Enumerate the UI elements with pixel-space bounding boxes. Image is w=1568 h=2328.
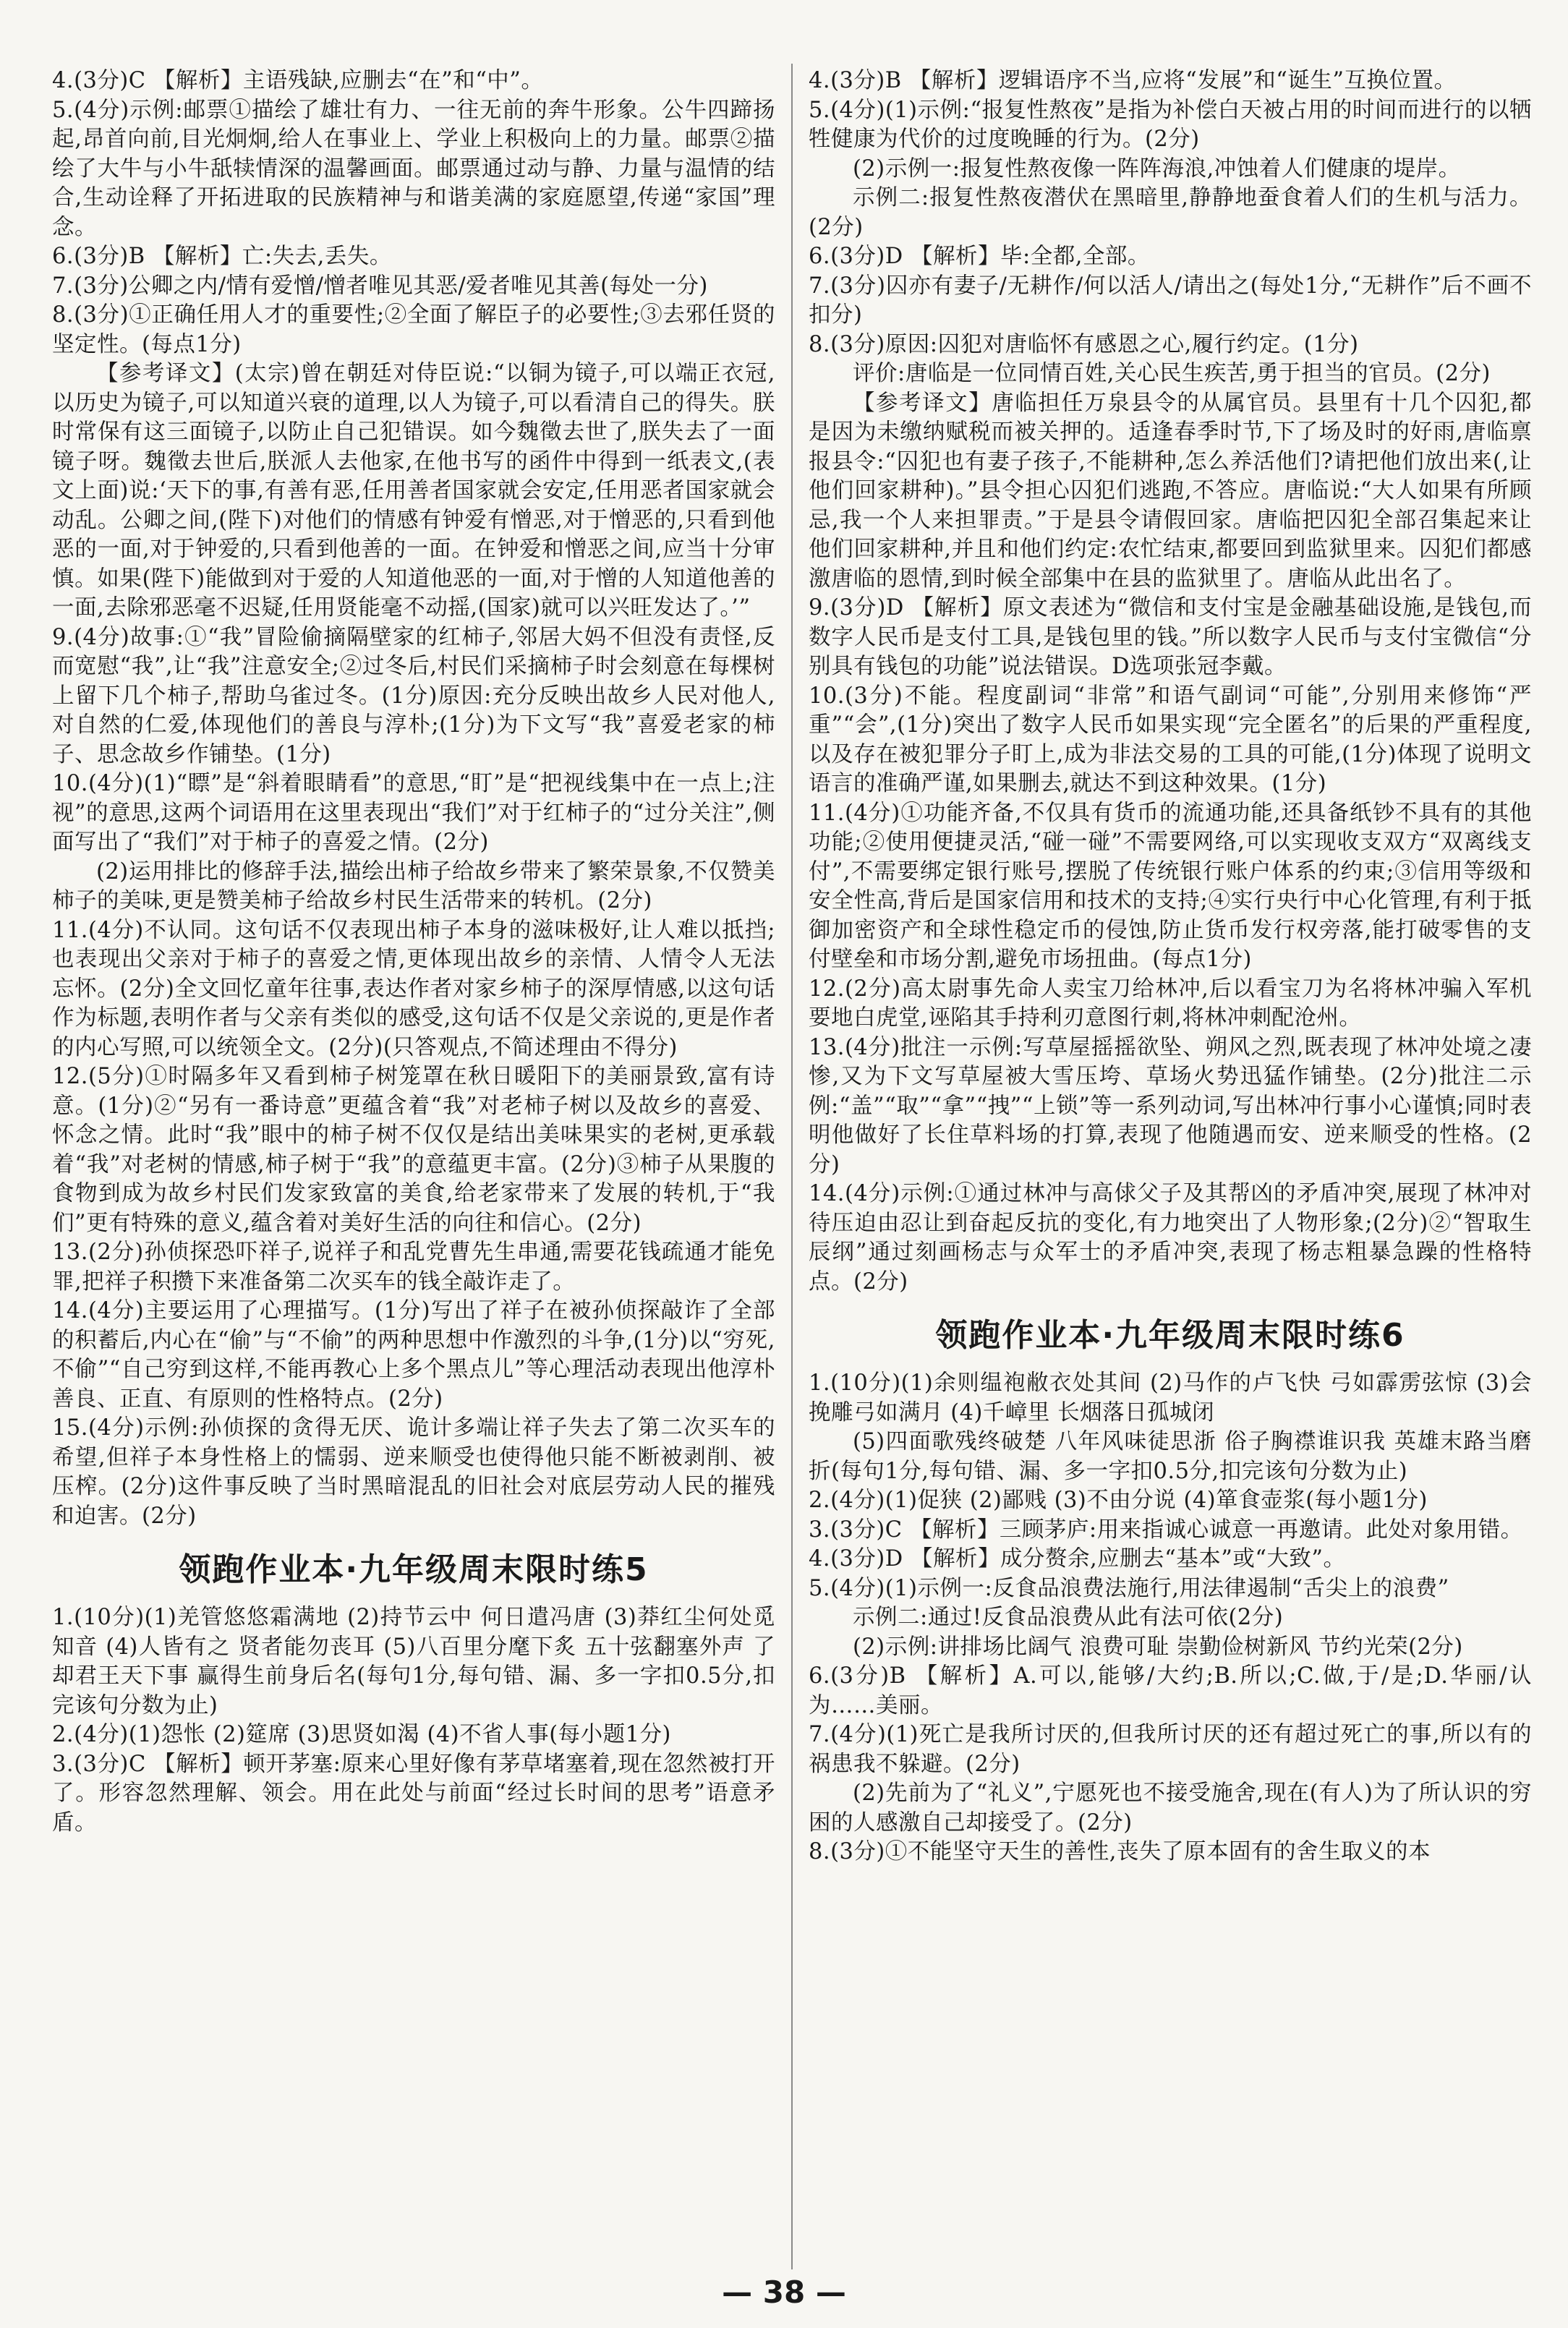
answer-paragraph: 7.(3分)公卿之内/情有爱憎/憎者唯见其恶/爱者唯见其善(每处一分): [52, 273, 708, 299]
answer-paragraph: 3.(3分)C 【解析】顿开茅塞:原来心里好像有茅草堵塞着,现在忽然被打开了。形容忽然理解、领会。用在此处与前面“经过长时间的思考”语意矛盾。: [52, 1751, 775, 1835]
answer-paragraph: 14.(4分)主要运用了心理描写。(1分)写出了祥子在被孙侦探敲诈了全部的积蓄后,内心在“偷”与“不偷”的两种思想中作激烈的斗争,(1分)以“穷死,不偷”“自己穷到这样,不能再教心上多个黑点儿”等心理活动表现出他淳朴善良、正直、有原则的性格特点。(2分): [52, 1298, 775, 1412]
page-number: — 38 —: [722, 2274, 846, 2310]
answer-paragraph: 6.(3分)B 【解析】A.可以,能够/大约;B.所以;C.做,于/是;D.华丽/认为……美丽。: [809, 1663, 1532, 1718]
section-heading: 领跑作业本·九年级周末限时练5: [179, 1551, 649, 1588]
answer-paragraph: (5)四面歌残终破楚 八年风味徒思浙 俗子胸襟谁识我 英雄末路当磨折(每句1分,每句错、漏、多一字扣0.5分,扣完该句分数为止): [809, 1429, 1532, 1484]
answer-paragraph: 10.(4分)(1)“瞟”是“斜着眼睛看”的意思,“盯”是“把视线集中在一点上;注视”的意思,这两个词语用在这里表现出“我们”对于红柿子的“过分关注”,侧面写出了“我们”对于柿子的喜爱之情。(2分): [52, 771, 775, 855]
answer-paragraph: 【参考译文】(太宗)曾在朝廷对侍臣说:“以铜为镜子,可以端正衣冠,以历史为镜子,可以知道兴衰的道理,以人为镜子,可以看清自己的得失。朕时常保有这三面镜子,以防止自己犯错误。如今魏徵去世了,朕失去了一面镜子呀。魏徵去世后,朕派人去他家,在他书写的函件中得到一纸表文,(表文上面)说:‘天下的事,有善有恶,任用善者国家就会安定,任用恶者国家就会动乱。公卿之间,(陛下)对他们的情感有钟爱有憎恶,对于憎恶的,只看到他恶的一面,对于钟爱的,只看到他善的一面。在钟爱和憎恶之间,应当十分审慎。如果(陛下)能做到对于爱的人知道他恶的一面,对于憎的人知道他善的一面,去除邪恶毫不迟疑,任用贤能毫不动摇,(国家)就可以兴旺发达了。’”: [52, 361, 775, 621]
answer-paragraph: 示例二:通过!反食品浪费从此有法可依(2分): [853, 1605, 1284, 1630]
answer-paragraph: 11.(4分)不认同。这句话不仅表现出柿子本身的滋味极好,让人难以抵挡;也表现出父亲对于柿子的喜爱之情,更体现出故乡的亲情、人情令人无法忘怀。(2分)全文回忆童年往事,表达作者对家乡柿子的深厚情感,以这句话作为标题,表明作者与父亲有类似的感受,这句话不仅是父亲说的,更是作者的内心写照,可以统领全文。(2分)(只答观点,不简述理由不得分): [52, 917, 775, 1060]
answer-paragraph: (2)示例:讲排场比阔气 浪费可耻 崇勤俭树新风 节约光荣(2分): [853, 1634, 1463, 1660]
answer-paragraph: 2.(4分)(1)怨怅 (2)筵席 (3)思贤如渴 (4)不省人事(每小题1分): [52, 1722, 671, 1747]
answer-paragraph: 8.(3分)①不能坚守天生的善性,丧失了原本固有的舍生取义的本: [809, 1839, 1431, 1864]
answer-paragraph: 6.(3分)D 【解析】毕:全都,全部。: [809, 244, 1150, 269]
left-column: [52, 67, 775, 1838]
answer-paragraph: (2)运用排比的修辞手法,描绘出柿子给故乡带来了繁荣景象,不仅赞美柿子的美味,更是赞美柿子给故乡村民生活带来的转机。(2分): [52, 858, 775, 913]
answer-paragraph: 8.(3分)①正确任用人才的重要性;②全面了解臣子的必要性;③去邪任贤的坚定性。(每点1分): [52, 302, 775, 357]
answer-paragraph: 13.(4分)批注一示例:写草屋摇摇欲坠、朔风之烈,既表现了林冲处境之凄惨,又为下文写草屋被大雪压垮、草场火势迅猛作铺垫。(2分)批注二示例:“盖”“取”“拿”“拽”“上锁”等一系列动词,写出林冲行事小心谨慎;同时表明他做好了长住草料场的打算,表现了他随遇而安、逆来顺受的性格。(2分): [809, 1034, 1532, 1177]
answer-paragraph: (2)示例一:报复性熬夜像一阵阵海浪,冲蚀着人们健康的堤岸。: [853, 155, 1461, 182]
answer-paragraph: 12.(5分)①时隔多年又看到柿子树笼罩在秋日暖阳下的美丽景致,富有诗意。(1分)②“另有一番诗意”更蕴含着“我”对老柿子树以及故乡的喜爱、怀念之情。此时“我”眼中的柿子树不仅仅是结出美味果实的老树,更承载着“我”对老树的情感,柿子树于“我”的意蕴更丰富。(2分)③柿子从果腹的食物到成为故乡村民们发家致富的美食,给老家带来了发展的转机,于“我们”更有特殊的意义,蕴含着对美好生活的向往和信心。(2分): [52, 1064, 775, 1236]
answer-paragraph: 14.(4分)示例:①通过林冲与高俅父子及其帮凶的矛盾冲突,展现了林冲对待压迫由忍让到奋起反抗的变化,有力地突出了人物形象;(2分)②“智取生辰纲”通过刻画杨志与众军士的矛盾冲突,表现了杨志粗暴急躁的性格特点。(2分): [809, 1181, 1532, 1295]
answer-paragraph: 9.(3分)D 【解析】原文表述为“微信和支付宝是金融基础设施,是钱包,而数字人民币是支付工具,是钱包里的钱。”所以数字人民币与支付宝微信“分别具有钱包的功能”说法错误。D选项张冠李戴。: [809, 595, 1532, 679]
answer-paragraph: 4.(3分)D 【解析】成分赘余,应删去“基本”或“大致”。: [809, 1546, 1346, 1572]
answer-paragraph: 3.(3分)C 【解析】三顾茅庐:用来指诚心诚意一再邀请。此处对象用错。: [809, 1517, 1523, 1543]
answer-paragraph: 15.(4分)示例:孙侦探的贪得无厌、诡计多端让祥子失去了第二次买车的希望,但祥子本身性格上的懦弱、逆来顺受也使得他只能不断被剥削、被压榨。(2分)这件事反映了当时黑暗混乱的旧社会对底层劳动人民的摧残和迫害。(2分): [52, 1415, 775, 1529]
answer-paragraph: 【参考译文】唐临担任万泉县令的从属官员。县里有十几个囚犯,都是因为未缴纳赋税而被关押的。适逢春季时节,下了场及时的好雨,唐临禀报县令:“囚犯也有妻子孩子,不能耕种,怎么养活他们?请把他们放出来(,让他们回家耕种)。”县令担心囚犯们逃跑,不答应。唐临说:“大人如果有所顾忌,我一个人来担罪责。”于是县令请假回家。唐临把囚犯全部召集起来让他们回家耕种,并且和他们约定:农忙结束,都要回到监狱里来。囚犯们都感激唐临的恩情,到时候全部集中在县的监狱里了。唐临从此出名了。: [809, 390, 1532, 592]
answer-paragraph: 1.(10分)(1)余则缊袍敝衣处其间 (2)马作的卢飞快 弓如霹雳弦惊 (3)会挽雕弓如满月 (4)千嶂里 长烟落日孤城闭: [809, 1370, 1532, 1425]
answer-paragraph: 评价:唐临是一位同情百姓,关心民生疾苦,勇于担当的官员。(2分): [853, 361, 1491, 386]
answer-paragraph: (2)先前为了“礼义”,宁愿死也不接受施舍,现在(有人)为了所认识的穷困的人感激自己却接受了。(2分): [809, 1781, 1532, 1835]
answer-paragraph: 示例二:报复性熬夜潜伏在黑暗里,静静地蚕食着人们的生机与活力。(2分): [809, 185, 1532, 240]
answer-paragraph: 5.(4分)(1)示例:“报复性熬夜”是指为补偿白天被占用的时间而进行的以牺牲健康为代价的过度晚睡的行为。(2分): [809, 97, 1532, 152]
answer-paragraph: 4.(3分)C 【解析】主语残缺,应删去“在”和“中”。: [52, 68, 544, 93]
answer-paragraph: 4.(3分)B 【解析】逻辑语序不当,应将“发展”和“诞生”互换位置。: [809, 68, 1457, 93]
answer-paragraph: 9.(4分)故事:①“我”冒险偷摘隔壁家的红柿子,邻居大妈不但没有责怪,反而宽慰“我”,让“我”注意安全;②过冬后,村民们采摘柿子时会刻意在每棵树上留下几个柿子,帮助乌雀过冬。(1分)原因:充分反映出故乡人民对他人,对自然的仁爱,体现他们的善良与淳朴;(1分)为下文写“我”喜爱老家的柿子、思念故乡作铺垫。(1分): [52, 624, 775, 767]
answer-paragraph: 8.(3分)原因:囚犯对唐临怀有感恩之心,履行约定。(1分): [809, 331, 1359, 357]
answer-paragraph: 12.(2分)高太尉事先命人卖宝刀给林冲,后以看宝刀为名将林冲骗入军机要地白虎堂,诬陷其手持利刃意图行刺,将林冲刺配沧州。: [809, 976, 1532, 1031]
answer-paragraph: 5.(4分)示例:邮票①描绘了雄壮有力、一往无前的奔牛形象。公牛四蹄扬起,昂首向前,目光炯炯,给人在事业上、学业上积极向上的力量。邮票②描绘了大牛与小牛舐犊情深的温馨画面。邮票通过动与静、力量与温情的结合,生动诠释了开拓进取的民族精神与和谐美满的家庭愿望,传递“家国”理念。: [52, 97, 775, 240]
answer-paragraph: 7.(4分)(1)死亡是我所讨厌的,但我所讨厌的还有超过死亡的事,所以有的祸患我不躲避。(2分): [809, 1722, 1532, 1777]
answer-paragraph: 13.(2分)孙侦探恐吓祥子,说祥子和乱党曹先生串通,需要花钱疏通才能免罪,把祥子积攒下来准备第二次买车的钱全敲诈走了。: [52, 1240, 775, 1295]
right-column: [809, 67, 1532, 1867]
answer-paragraph: 10.(3分)不能。程度副词“非常”和语气副词“可能”,分别用来修饰“严重”“会”,(1分)突出了数字人民币如果实现“完全匿名”的后果的严重程度,以及存在被犯罪分子盯上,成为非法交易的工具的可能,(1分)体现了说明文语言的准确严谨,如果删去,就达不到这种效果。(1分): [809, 683, 1532, 796]
answer-paragraph: 7.(3分)囚亦有妻子/无耕作/何以活人/请出之(每处1分,“无耕作”后不画不扣分): [809, 273, 1532, 328]
column-divider: [791, 64, 793, 2269]
section-heading: 领跑作业本·九年级周末限时练6: [935, 1317, 1405, 1354]
answer-paragraph: 2.(4分)(1)促狭 (2)鄙贱 (3)不由分说 (4)箪食壶浆(每小题1分): [809, 1488, 1428, 1513]
answer-paragraph: 11.(4分)①功能齐备,不仅具有货币的流通功能,还具备纸钞不具有的其他功能;②使用便捷灵活,“碰一碰”不需要网络,可以实现收支双方“双离线支付”,不需要绑定银行账号,摆脱了传统银行账户体系的约束;③信用等级和安全性高,背后是国家信用和技术的支持;④实行央行中心化管理,有利于抵御加密资产和全球性稳定币的侵蚀,防止货币发行权旁落,能打破零售的支付壁垒和市场分割,避免市场扭曲。(每点1分): [809, 800, 1532, 972]
answer-paragraph: 1.(10分)(1)羌管悠悠霜满地 (2)持节云中 何日遣冯唐 (3)莽红尘何处觅知音 (4)人皆有之 贤者能勿丧耳 (5)八百里分麾下炙 五十弦翻塞外声 了却君王天下事 赢得生前身后名(每句1分,每句错、漏、多一字扣0.5分,扣完该句分数为止): [52, 1605, 775, 1718]
answer-paragraph: 6.(3分)B 【解析】亡:失去,丢失。: [52, 244, 392, 269]
answer-paragraph: 5.(4分)(1)示例一:反食品浪费法施行,用法律遏制“舌尖上的浪费”: [809, 1575, 1449, 1601]
